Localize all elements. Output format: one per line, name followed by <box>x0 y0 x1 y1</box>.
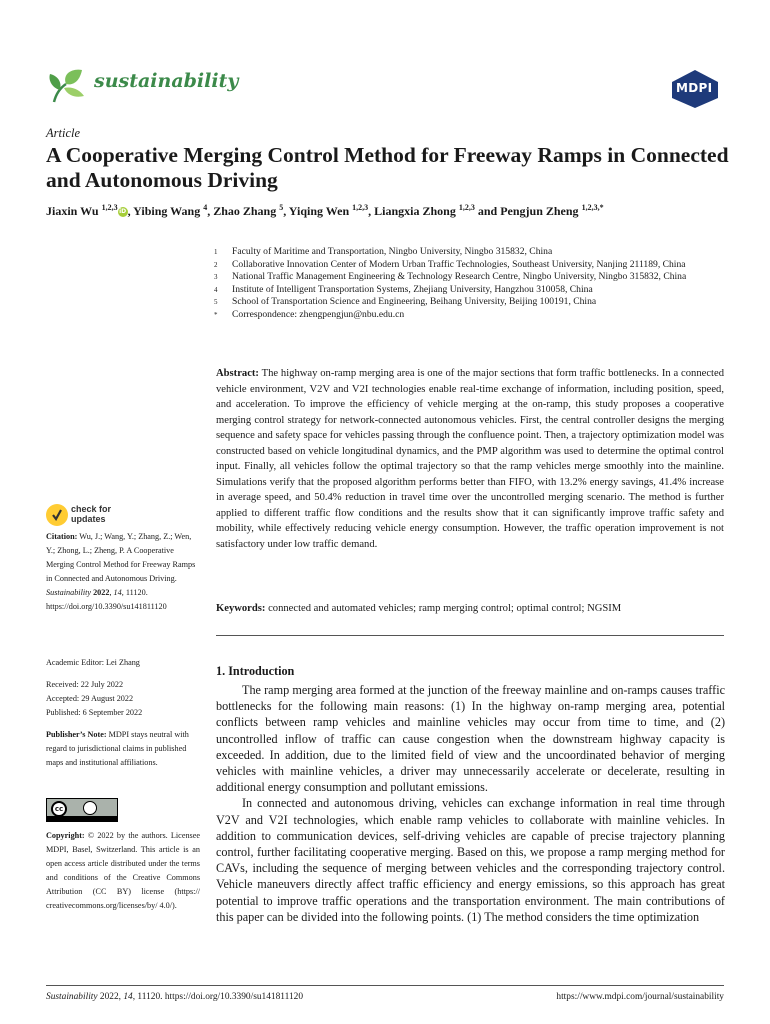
affiliation-item <box>214 259 734 272</box>
affiliation-number: 1 <box>214 248 218 256</box>
copyright-block <box>46 829 200 914</box>
citation-journal: Sustainability <box>46 588 92 598</box>
publishers-note-label: Publisher’s Note: <box>46 730 107 739</box>
citation-doi[interactable]: , 11120. https://doi.org/10.3390/su141811120 <box>46 588 167 612</box>
article-title: A Cooperative Merging Control Method for Freeway Ramps in Connected and Autonomous Driving <box>46 143 729 192</box>
affiliation-text: Correspondence: zhengpengjun@nbu.edu.cn <box>232 308 405 320</box>
affiliation-number: 5 <box>214 298 218 307</box>
cc-icon: cc <box>51 801 67 817</box>
author-name[interactable]: Zhao Zhang <box>213 204 280 218</box>
check-updates-label: check for <box>71 504 112 514</box>
publisher-name: MDPI <box>676 81 713 95</box>
affiliation-item <box>214 284 734 297</box>
affiliation-text: National Traffic Management Engineering & Technology Research Centre, Ningbo University, Ningbo 315832, China <box>232 271 687 283</box>
paragraph: The ramp merging area formed at the junction of the freeway mainline and on-ramps causes traffic bottlenecks for the following main reasons: (1) In the highway on-ramp merging area, potential conflicts between ramp vehicles and mainline vehicles may occur from time to time, and (2) uncontrolled inflow of traffic can cause congestion when the downstream highway capacity is exceeded. In addition, due to the limited field of view and the uncoordinated behavior of merging vehicles with mainline vehicles, a driver may unnecessarily accelerate or decelerate, resulting in additional energy consumption and pollutant emissions. <box>216 683 725 795</box>
affiliation-item <box>214 296 734 309</box>
citation-volume: 14 <box>113 588 122 598</box>
affiliation-item <box>214 246 734 259</box>
publisher-logo[interactable] <box>668 68 722 108</box>
author-affiliation-marker: 1,2,3 <box>352 203 369 212</box>
academic-editor: Academic Editor: Lei Zhang <box>46 658 140 667</box>
journal-name: sustainability <box>94 70 239 92</box>
orcid-icon[interactable]: iD <box>119 208 127 215</box>
citation-block: Citation: Wu, J.; Wang, Y.; Zhang, Z.; Wen, Y.; Zhong, L.; Zheng, P. A Cooperative Merging Control Method for Freeway Ramps in Connected and Autonomous Driving. Sustainability 2022, 14, 11120. https://doi.org/10.3390/su141811120 <box>46 532 196 612</box>
keywords <box>216 603 724 614</box>
keywords-text: connected and automated vehicles; ramp merging control; optimal control; NGSIM <box>268 603 622 614</box>
keywords-label: Keywords: <box>216 603 266 614</box>
check-updates-icon <box>46 504 68 526</box>
publishers-note <box>46 728 200 770</box>
copyright-text: © 2022 by the authors. Licensee MDPI, Basel, Switzerland. This article is an open access article distributed under the terms and conditions of the Creative Commons Attribution (CC BY) license (https:// creativecommons.org/licenses/by/ 4.0/). <box>46 831 200 911</box>
footer-doi-link[interactable]: , 11120. https://doi.org/10.3390/su141811120 <box>132 992 304 1002</box>
accepted-date: Accepted: 29 August 2022 <box>46 694 134 704</box>
affiliation-item <box>214 271 734 284</box>
author-name[interactable]: Yiqing Wen <box>288 204 353 218</box>
check-updates-label-2: updates <box>71 514 106 524</box>
leaf-icon <box>46 66 90 106</box>
citation-year: 2022 <box>93 588 110 598</box>
section-divider <box>216 635 724 636</box>
author-name[interactable]: Yibing Wang <box>133 204 204 218</box>
footer-journal-url[interactable]: https://www.mdpi.com/journal/sustainability <box>556 992 724 1002</box>
footer-citation: Sustainability 2022, 14, 11120. https://doi.org/10.3390/su141811120 <box>46 992 304 1002</box>
affiliation-item <box>214 309 734 322</box>
citation-label: Citation: <box>46 532 78 541</box>
affiliation-text: Institute of Intelligent Transportation Systems, Zhejiang University, Hangzhou 310058, China <box>232 283 593 295</box>
author-name[interactable]: Jiaxin Wu <box>46 204 102 218</box>
abstract-label: Abstract: <box>216 368 259 379</box>
affiliation-number: 4 <box>214 285 218 294</box>
published-date: Published: 6 September 2022 <box>46 708 143 718</box>
author-affiliation-marker: 1,2,3 <box>458 203 475 212</box>
author-affiliation-marker: 4 <box>203 203 208 212</box>
attribution-icon <box>83 801 97 815</box>
check-for-updates-button[interactable] <box>46 504 126 530</box>
introduction-body <box>216 682 725 925</box>
abstract-text: The highway on-ramp merging area is one of the major sections that form traffic bottlenecks. In a connected vehicle environment, V2V and V2I technologies enable real-time exchange of information, including position, speed, and acceleration. To improve the efficiency of vehicle merging at the on-ramp, this study proposes a cooperative merging control strategy for network-connected autonomous vehicles. First, the central controller designs the merging sequence and safety space for vehicles passing through the confluence point. Then, a trajectory optimization model was constructed based on vehicle longitudinal dynamics, and the PMP algorithm was used to determine the optimal control input. Finally, all vehicles follow the optimal trajectory so that the ramp vehicles merge smoothly into the mainline. Simulations verify that the proposed algorithm performs better than FIFO, with 13.2% energy savings, 41.4% increase in average speed, and 50.4% reduction in travel time over the uncontrolled merging scenario. The method is further applied to different traffic flow conditions and the results show that it can significantly improve traffic safety and mobility, while effectively reducing vehicle energy consumption. However, the traffic operation improvement is not satisfactory under low traffic demand. <box>216 368 724 550</box>
dates-block <box>46 678 200 720</box>
author-affiliation-marker: 5 <box>279 203 284 212</box>
author-name[interactable]: Liangxia Zhong <box>374 204 459 218</box>
citation-text: Wu, J.; Wang, Y.; Zhang, Z.; Wen, Y.; Zhong, L.; Zheng, P. A Cooperative Merging Control Method for Freeway Ramps in Connected and Autonomous Driving. <box>46 532 196 584</box>
section-heading-introduction: 1. Introduction <box>216 664 295 678</box>
received-date: Received: 22 July 2022 <box>46 680 124 689</box>
author-name[interactable]: Pengjun Zheng <box>500 204 582 218</box>
footer-year: 2022 <box>99 992 119 1002</box>
affiliations <box>214 246 734 322</box>
affiliation-number: * <box>214 310 218 319</box>
affiliation-text: Collaborative Innovation Center of Modern Urban Traffic Technologies, Southeast University, Nanjing 211189, China <box>232 258 686 270</box>
abstract <box>216 366 724 552</box>
cc-by-license-badge[interactable] <box>46 798 118 822</box>
author-affiliation-marker: 1,2,3,* <box>581 203 604 212</box>
copyright-label: Copyright: <box>46 831 85 840</box>
article-type: Article <box>46 126 81 140</box>
affiliation-text: School of Transportation Science and Engineering, Beihang University, Beijing 100191, China <box>232 296 597 308</box>
author-affiliation-marker: 1,2,3 <box>101 203 118 212</box>
author-list: Jiaxin Wu $^{1,2,3}$iD, Yibing Wang $^4$, Zhao Zhang $^5$, Yiqing Wen $^{1,2,3}$, Liangxia Zhong $^{1,2,3}$ and Pengjun Zheng $^{1,2,3,*}$ <box>46 203 604 218</box>
affiliation-number: 3 <box>214 273 218 282</box>
paragraph: In connected and autonomous driving, vehicles can exchange information in real time through V2V and V2I technologies, which enable ramp vehicles to collaborate with mainline vehicles. In addition to communication devices, self-driving vehicles are capable of precise trajectory planning control, further facilitating cooperative merging. Based on this, we propose a ramp merging method for CAVs, including the sequence of merging between vehicles and the corresponding trajectory control. Vehicle maneuvers directly affect traffic efficiency and energy emissions, so this approach has great potential to improve traffic operations and the transportation environment. The main contributions of this paper can be divided into the following points. (1) The method considers the time optimization <box>216 796 725 924</box>
footer-divider <box>46 985 724 986</box>
footer-journal: Sustainability <box>46 992 98 1002</box>
footer-volume: 14 <box>123 992 133 1002</box>
publishers-note-text: MDPI stays neutral with regard to jurisdictional claims in published maps and institutional affiliations. <box>46 730 189 768</box>
affiliation-number: 2 <box>214 260 218 269</box>
affiliation-text: Faculty of Maritime and Transportation, Ningbo University, Ningbo 315832, China <box>232 246 553 257</box>
